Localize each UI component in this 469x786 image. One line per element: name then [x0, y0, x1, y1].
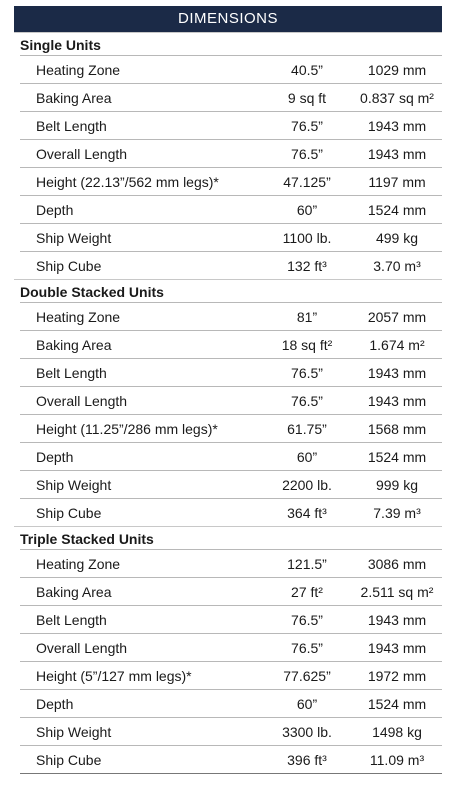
imperial-value: 60” [296, 695, 318, 712]
metric-value: 3086 mm [367, 555, 427, 572]
imperial-value: 18 sq ft² [281, 336, 333, 353]
metric-value: 3.70 m³ [373, 257, 421, 274]
row-label: Baking Area [36, 336, 112, 353]
imperial-value: 76.5” [291, 611, 323, 628]
row-label: Height (22.13”/562 mm legs)* [36, 173, 219, 190]
table-row [20, 633, 442, 661]
row-label: Overall Length [36, 145, 128, 162]
imperial-value: 40.5” [291, 61, 323, 78]
metric-value: 1943 mm [367, 639, 427, 656]
metric-value: 1568 mm [367, 420, 427, 437]
row-label: Heating Zone [36, 308, 121, 325]
table-row [20, 83, 442, 111]
imperial-value: 76.5” [291, 145, 323, 162]
dimensions-table [14, 6, 442, 774]
imperial-value: 76.5” [291, 392, 323, 409]
imperial-value: 77.625” [283, 667, 331, 684]
imperial-value: 364 ft³ [287, 504, 327, 521]
table-row [20, 414, 442, 442]
table-row [20, 386, 442, 414]
imperial-value: 1100 lb. [282, 229, 332, 246]
table-row [20, 139, 442, 167]
section-title: Double Stacked Units [14, 279, 442, 302]
imperial-value: 9 sq ft [287, 89, 327, 106]
section-title: Single Units [14, 32, 442, 55]
table-row [20, 470, 442, 498]
imperial-value: 396 ft³ [287, 751, 327, 768]
table-row [20, 111, 442, 139]
metric-value: 1498 kg [372, 723, 422, 740]
row-label: Ship Weight [36, 476, 112, 493]
table-row [20, 717, 442, 745]
imperial-value: 2200 lb. [282, 476, 332, 493]
table-row [20, 167, 442, 195]
row-label: Overall Length [36, 639, 128, 656]
table-row [20, 605, 442, 633]
metric-value: 7.39 m³ [373, 504, 421, 521]
metric-value: 1943 mm [367, 364, 427, 381]
row-label: Baking Area [36, 583, 112, 600]
imperial-value: 76.5” [291, 117, 323, 134]
metric-value: 0.837 sq m² [360, 89, 434, 106]
metric-value: 1524 mm [367, 201, 427, 218]
table-row [20, 195, 442, 223]
section-title: Triple Stacked Units [14, 526, 442, 549]
table-row [20, 442, 442, 470]
metric-value: 1943 mm [367, 392, 427, 409]
table-row [20, 661, 442, 689]
row-label: Ship Weight [36, 723, 112, 740]
imperial-value: 132 ft³ [287, 257, 327, 274]
imperial-value: 81” [296, 308, 318, 325]
metric-value: 1524 mm [367, 695, 427, 712]
table-row [20, 577, 442, 605]
table-bottom-border [20, 773, 442, 774]
row-label: Belt Length [36, 364, 107, 381]
metric-value: 499 kg [375, 229, 419, 246]
metric-value: 1.674 m² [369, 336, 425, 353]
row-label: Overall Length [36, 392, 128, 409]
metric-value: 999 kg [375, 476, 419, 493]
row-label: Baking Area [36, 89, 112, 106]
table-body [14, 32, 442, 774]
row-label: Depth [36, 695, 74, 712]
metric-value: 1943 mm [367, 611, 427, 628]
table-header: DIMENSIONS [14, 6, 442, 32]
imperial-value: 60” [296, 448, 318, 465]
imperial-value: 27 ft² [291, 583, 323, 600]
row-label: Heating Zone [36, 61, 121, 78]
row-label: Belt Length [36, 117, 107, 134]
metric-value: 1524 mm [367, 448, 427, 465]
row-label: Ship Weight [36, 229, 112, 246]
row-label: Height (5”/127 mm legs)* [36, 667, 192, 684]
row-label: Ship Cube [36, 504, 102, 521]
table-row [20, 745, 442, 773]
row-label: Belt Length [36, 611, 107, 628]
metric-value: 1972 mm [367, 667, 427, 684]
metric-value: 1943 mm [367, 145, 427, 162]
table-row [20, 498, 442, 526]
table-row [20, 55, 442, 83]
row-label: Ship Cube [36, 751, 102, 768]
metric-value: 2.511 sq m² [360, 583, 434, 600]
metric-value: 2057 mm [367, 308, 427, 325]
row-label: Height (11.25”/286 mm legs)* [36, 420, 218, 437]
table-row [20, 689, 442, 717]
table-row [20, 223, 442, 251]
metric-value: 1943 mm [367, 117, 427, 134]
row-label: Depth [36, 448, 74, 465]
table-row [20, 330, 442, 358]
metric-value: 11.09 m³ [369, 751, 425, 768]
imperial-value: 3300 lb. [282, 723, 332, 740]
row-label: Heating Zone [36, 555, 121, 572]
row-label: Ship Cube [36, 257, 102, 274]
table-row [20, 358, 442, 386]
table-row [20, 302, 442, 330]
table-row [20, 549, 442, 577]
imperial-value: 61.75” [287, 420, 327, 437]
imperial-value: 121.5” [287, 555, 327, 572]
imperial-value: 76.5” [291, 364, 323, 381]
row-label: Depth [36, 201, 74, 218]
metric-value: 1197 mm [368, 173, 426, 190]
table-row [20, 251, 442, 279]
imperial-value: 47.125” [283, 173, 331, 190]
imperial-value: 76.5” [291, 639, 323, 656]
metric-value: 1029 mm [367, 61, 427, 78]
imperial-value: 60” [296, 201, 318, 218]
